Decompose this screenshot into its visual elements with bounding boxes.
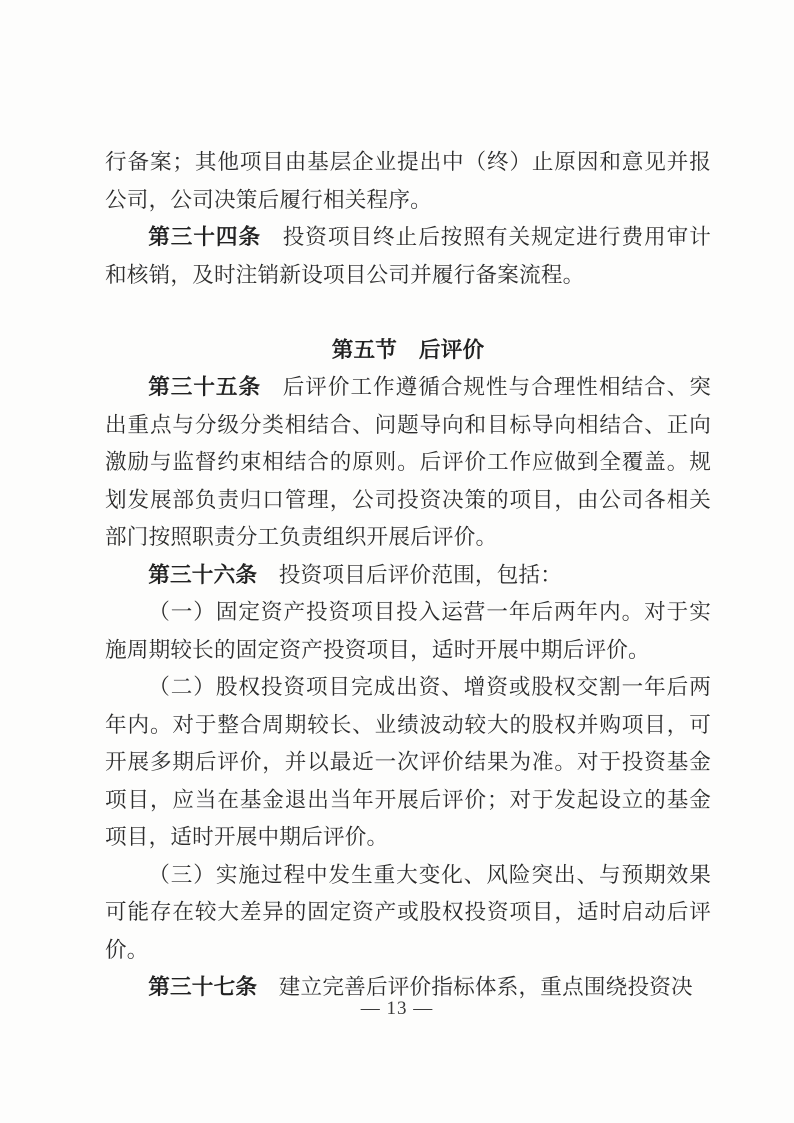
article-36-number: 第三十六条	[148, 562, 258, 587]
item-1-paragraph: （一）固定资产投资项目投入运营一年后两年内。对于实施周期较长的固定资产投资项目，适时开展中期后评价。	[105, 600, 711, 662]
article-34-paragraph	[105, 219, 711, 294]
page-footer	[0, 998, 794, 1020]
article-36-paragraph	[105, 557, 711, 595]
article-34-text: 投资项目终止后按照有关规定进行费用审计和核销，及时注销新设项目公司并履行备案流程。	[105, 225, 711, 287]
paragraph-continuation: 行备案；其他项目由基层企业提出中（终）止原因和意见并报公司，公司决策后履行相关程序。	[105, 150, 711, 212]
item-3-paragraph: （三）实施过程中发生重大变化、风险突出、与预期效果可能存在较大差异的固定资产或股权投资项目，适时启动后评价。	[105, 862, 711, 962]
article-35-text: 后评价工作遵循合规性与合理性相结合、突出重点与分级分类相结合、问题导向和目标导向相结合、正向激励与监督约束相结合的原则。后评价工作应做到全覆盖。规划发展部负责归口管理，公司投资决策的项目，由公司各相关部门按照职责分工负责组织开展后评价。	[105, 375, 711, 549]
article-35-paragraph	[105, 369, 711, 557]
article-35-number: 第三十五条	[148, 375, 262, 399]
item-2-paragraph: （二）股权投资项目完成出资、增资或股权交割一年后两年内。对于整合周期较长、业绩波动较大的股权并购项目，可开展多期后评价，并以最近一次评价结果为准。对于投资基金项目，应当在基金退出当年开展后评价；对于发起设立的基金项目，适时开展中期后评价。	[105, 675, 711, 849]
section-5-heading: 第五节 后评价	[331, 337, 485, 362]
article-37-number: 第三十七条	[148, 975, 258, 999]
article-36-text: 投资项目后评价范围，包括：	[278, 562, 563, 587]
article-34-number: 第三十四条	[148, 225, 262, 249]
document-body	[105, 144, 711, 1007]
article-37-text: 建立完善后评价指标体系，重点围绕投资决	[278, 975, 693, 999]
page-number: — 13 —	[360, 998, 434, 1019]
